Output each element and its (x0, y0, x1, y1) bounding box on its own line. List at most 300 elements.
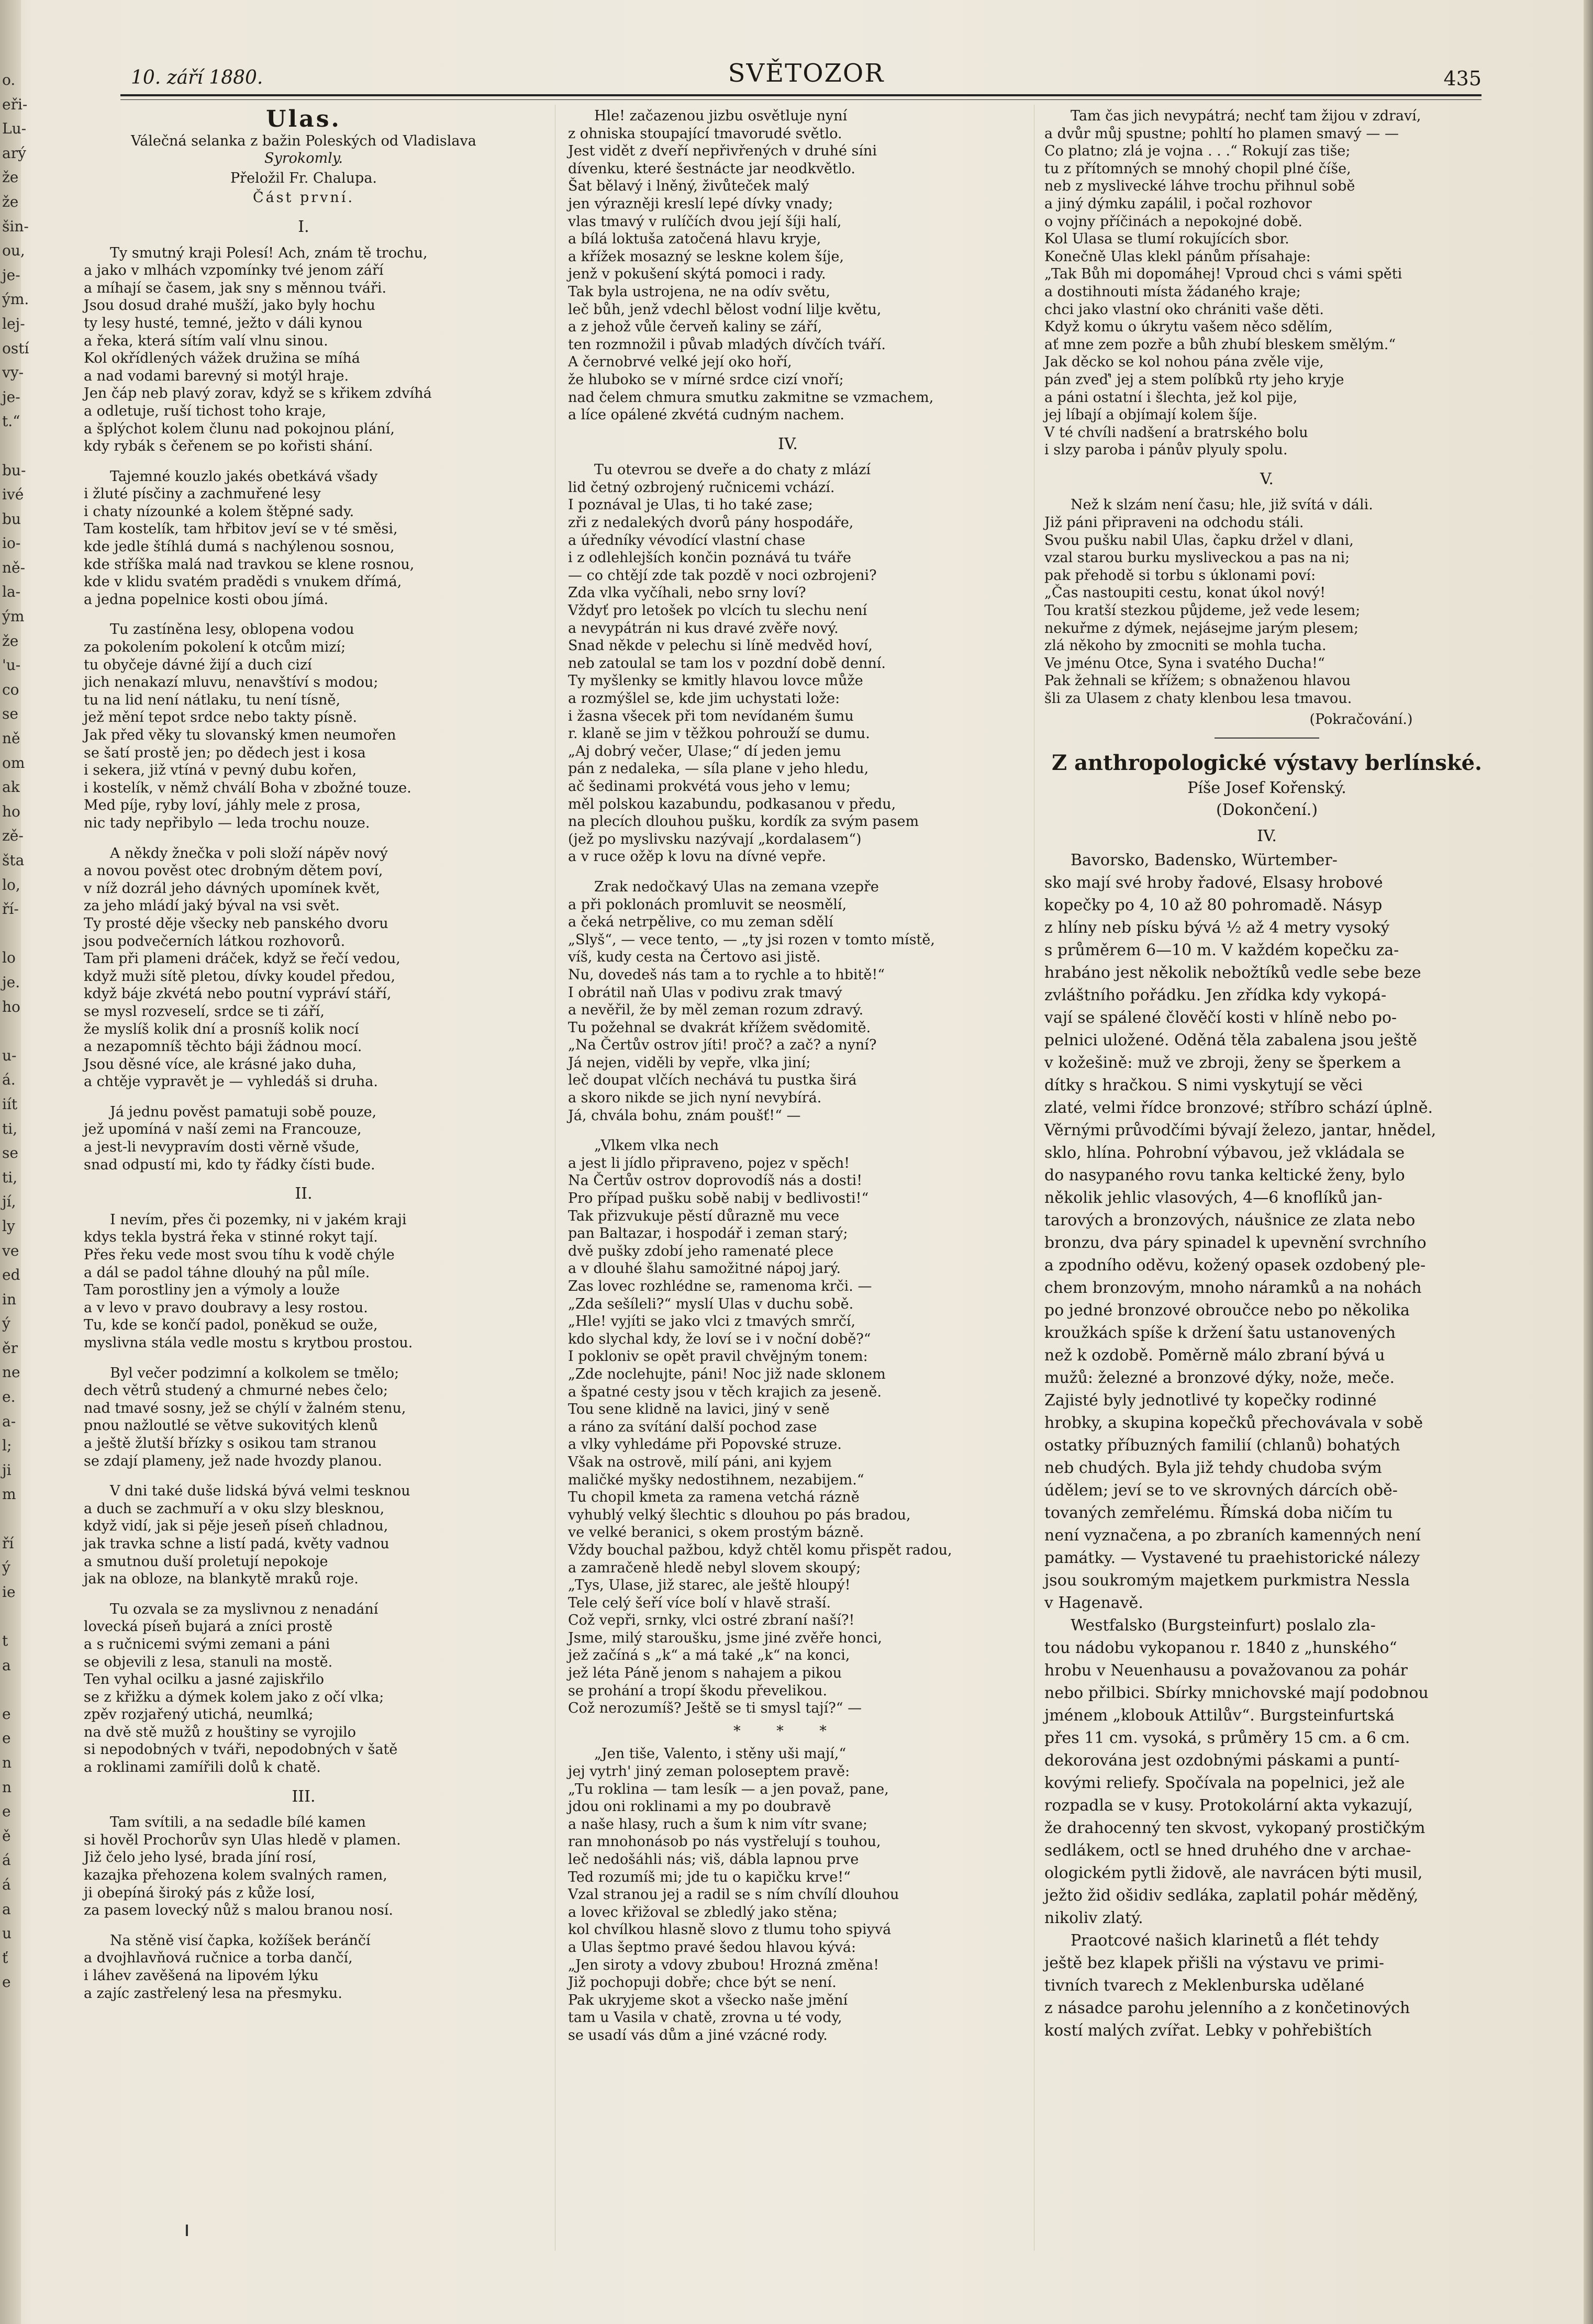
verse-line: se z křižku a dýmek kolem jako z očí vlka; (84, 1689, 384, 1705)
verse-line: Což nerozumíš? Ještě se ti smysl tají?“ — (568, 1700, 862, 1717)
margin-fragment: n (2, 1753, 12, 1771)
verse-line: Jsme, milý staroušku, jsme jiné zvěře honci, (568, 1629, 882, 1646)
verse-line: na dvě stě mužů z houštiny se vyrojilo (84, 1724, 357, 1740)
verse-line: „Hle! vyjíti se jako vlci z tmavých smrčí, (568, 1313, 856, 1330)
margin-fragment: ti, (2, 1120, 18, 1137)
verse-line: a z jehož vůle červeň kaliny se září, (568, 319, 822, 336)
page-number: 435 (1443, 67, 1481, 90)
article-section-numeral: IV. (1257, 826, 1277, 845)
margin-fragment: ým. (2, 290, 29, 308)
verse-line: kde jedle štíhlá dumá s nachýlenou sosnou, (84, 539, 395, 555)
verse-line: i kostelík, v němž chválí Boha v zbožné touze. (84, 779, 411, 796)
verse-line: Tu ozvala se za myslivnou z nenadání (110, 1601, 378, 1617)
article-line: zlaté, velmi řídce bronzové; stříbro schází úplně. (1044, 1099, 1433, 1118)
margin-fragment: m (2, 1485, 16, 1503)
verse-line: Ty myšlenky se kmitly hlavou lovce může (568, 673, 863, 689)
section-separator: * * * (733, 1723, 842, 1739)
margin-fragment: ji (2, 1461, 12, 1479)
poem-subtitle-line: Válečná selanka z bažin Poleských od Vladislava (131, 132, 476, 149)
verse-line: z ohniska stoupající tmavorudé světlo. (568, 125, 842, 142)
verse-line: a novou pověst otec drobným dětem poví, (84, 863, 383, 879)
verse-line: se usadí vás dům a jiné vzácné rody. (568, 2027, 828, 2043)
verse-line: a lovec křižoval se zbledlý jako stěna; (568, 1904, 838, 1920)
margin-fragment: lo, (2, 876, 20, 893)
verse-line: jenž v pokušení skýtá pomoci i rady. (568, 266, 826, 283)
verse-line: ve velké beranici, s okem prostým bázně. (568, 1524, 864, 1541)
margin-fragment: ivé (2, 486, 24, 504)
verse-line: měl polskou kazabundu, podkasanou v předu, (568, 796, 896, 812)
margin-fragment (2, 922, 35, 946)
margin-fragment: zě- (2, 827, 24, 845)
margin-fragment: e (2, 1705, 11, 1723)
verse-line: Snad někde v pelechu si líně medvěd hoví, (568, 638, 873, 654)
verse-line: I poznával je Ulas, ti ho také zase; (568, 497, 813, 513)
margin-fragment: ie (2, 1583, 16, 1601)
margin-fragment: e (2, 1803, 11, 1820)
verse-line: si nepodobných v tváři, nepodobných v šatě (84, 1741, 398, 1758)
article-line: tovaných zemřelému. Římská doba ničím tu (1044, 1504, 1393, 1523)
margin-fragment: ý (2, 1559, 10, 1577)
margin-fragment (2, 1678, 35, 1702)
verse-line: se prohání a tropí škodu převelikou. (568, 1682, 828, 1699)
verse-line: Tu, kde se končí padol, poněkud se ouže, (84, 1317, 378, 1334)
margin-fragment: ří- (2, 900, 19, 918)
verse-line: Když komu o úkrytu vašem něco sdělím, (1044, 319, 1333, 336)
verse-line: jdou oni roklinami a my po doubravě (568, 1798, 831, 1815)
article-concluded-note: (Dokončení.) (1216, 800, 1318, 819)
masthead: SVĚTOZOR (728, 59, 885, 88)
margin-fragment: vy- (2, 364, 24, 382)
stanza-gap (84, 1919, 523, 1932)
verse-line: ty lesy husté, temné, ježto v dáli kynou (84, 315, 363, 331)
verse-line: Pro případ pušku sobě nabij v bedlivosti!“ (568, 1190, 869, 1207)
article-line: tivních tvarech z Meklenburska udělané (1044, 1976, 1365, 1995)
verse-line: Tu chopil kmeta za ramena vetchá rázně (568, 1489, 860, 1506)
verse-line: Tak přizvukuje pěstí důrazně mu vece (568, 1208, 840, 1224)
article-line: kostí malých zvířat. Lebky v pohřebištích (1044, 2021, 1372, 2040)
column-1 (84, 107, 523, 2002)
article-line: ologickém pytli židově, ale navrácen býti musil, (1044, 1864, 1423, 1883)
verse-line: a zamračeně hledě nebyl slovem skoupý; (568, 1559, 861, 1576)
poem-body (568, 1745, 1008, 2044)
verse-line: jich nenakazí mluvu, nenavštíví s modou; (84, 674, 378, 691)
margin-fragment: bu- (2, 461, 26, 479)
verse-line: dech větrů studený a chmurné nebes čelo; (84, 1382, 388, 1399)
verse-line: Tam svítili, a na sedadle bílé kamen (110, 1814, 366, 1831)
previous-page-margin-text (2, 68, 35, 1991)
verse-line: když muži sítě pletou, dívky koudel předou, (84, 968, 396, 985)
margin-fragment: co (2, 680, 19, 698)
verse-line: „Vlkem vlka nech (594, 1137, 719, 1154)
verse-line: se mysl rozveselí, srdce se ti září, (84, 1003, 325, 1020)
verse-line: lovecká píseň bujará a zníci prostě (84, 1618, 333, 1635)
verse-line: jen výrazněji kreslí lepé dívky vnady; (568, 195, 833, 212)
verse-line: I pokloniv se opět pravil chvějným tonem: (568, 1348, 868, 1365)
article-line: neb chudých. Byla již tehdy chudoba svým (1044, 1459, 1382, 1478)
margin-fragment: a- (2, 1412, 16, 1430)
verse-line: Jak děcko se kol nohou pána zvěle vije, (1044, 354, 1324, 371)
verse-line: a úředníky vévodící vlastní chase (568, 532, 806, 549)
verse-line: Tam porostliny jen a výmoly a louže (84, 1282, 340, 1299)
verse-line: Vždy bouchal pažbou, když chtěl komu přispět radou, (568, 1541, 952, 1558)
margin-fragment: ěr (2, 1339, 18, 1357)
margin-fragment: že (2, 193, 19, 210)
verse-line: Vzal stranou jej a radil se s ním chvílí dlouhou (568, 1886, 899, 1903)
verse-line: Tak byla ustrojena, ne na odív světu, (568, 283, 831, 300)
verse-line: Svou pušku nabil Ulas, čapku držel v dlani, (1044, 532, 1354, 549)
verse-line: a dostihnouti místa žádaného kraje; (1044, 283, 1301, 300)
verse-line: Šat bělavý i lněný, živůteček malý (568, 178, 809, 195)
verse-line: nad tmavé sosny, jež se chýlí v žalném stenu, (84, 1400, 406, 1416)
verse-line: tam u Vasila v chatě, zrovna u té vody, (568, 2009, 842, 2026)
verse-line: a nevypátrán ni kus dravé zvěře nový. (568, 620, 839, 636)
article-line: několik jehlic vlasových, 4—6 knoflíků jan- (1044, 1189, 1383, 1208)
article-byline: Píše Josef Kořenský. (1187, 778, 1346, 797)
verse-line: Na stěně visí čapka, kožíšek beránčí (110, 1932, 371, 1949)
verse-line: a v levo v pravo doubravy a lesy rostou. (84, 1299, 368, 1316)
article-line: nikoliv zlatý. (1044, 1909, 1143, 1928)
verse-line: Jen čáp neb plavý zorav, když se s křikem zdvíhá (84, 385, 432, 402)
verse-line: se zdají plameny, jež nade hvozdy planou. (84, 1452, 382, 1469)
verse-line: jsou podvečerních látkou rozhovorů. (84, 933, 346, 949)
continued-note: (Pokračování.) (1309, 711, 1413, 728)
verse-line: i slzy paroba i pánův plyuly spolu. (1044, 442, 1288, 459)
verse-line: nekuřme z dýmek, nejásejme jarým plesem; (1044, 620, 1359, 636)
article-line: mužů: železné a bronzové dýky, nože, meče. (1044, 1369, 1395, 1388)
margin-fragment (2, 434, 35, 459)
verse-line: Již páni připraveni na odchodu stáli. (1044, 515, 1304, 531)
verse-line: „Jen tiše, Valento, i stěny uši mají,“ (594, 1746, 846, 1762)
verse-line: snad odpustí mi, kdo ty řádky čísti bude. (84, 1156, 375, 1173)
verse-line: lid četný ozbrojený ručnicemi vchází. (568, 479, 835, 496)
verse-line: myslivna stála vedle mostu s krytbou prostou. (84, 1335, 413, 1351)
verse-line: tu z přítomných se mnohý chopil plné číše, (1044, 160, 1351, 177)
margin-fragment: eři- (2, 95, 28, 113)
verse-line: a v ruce ožěp k lovu na dívné vepře. (568, 848, 827, 865)
verse-line: Co platno; zlá je vojna . . .“ Rokují zas tiše; (1044, 143, 1351, 160)
margin-fragment: jí, (2, 1193, 16, 1211)
verse-line: Jest vidět z dveří nepřivřených v druhé síni (568, 143, 877, 160)
verse-line: Ty smutný kraji Polesí! Ach, znám tě trochu, (110, 244, 428, 261)
verse-line: když báje zkvétá nebo poutní vypráví stáří, (84, 986, 392, 1002)
verse-line: Tele celý šeří více bolí v hlavě straší. (568, 1594, 831, 1611)
article-line: tou nádobu vykopanou r. 1840 z „hunského“ (1044, 1639, 1397, 1658)
margin-fragment: ým (2, 608, 25, 625)
verse-line: šli za Ulasem z chaty klenbou lesa tmavou. (1044, 690, 1352, 707)
margin-fragment: je- (2, 266, 20, 284)
article-line: údělem; jeví se to ve skrovných dárcích obě- (1044, 1481, 1398, 1500)
part-heading: Část první. (252, 189, 355, 206)
margin-fragment: arý (2, 144, 26, 162)
margin-fragment: t.“ (2, 412, 20, 430)
poem-body (1044, 496, 1489, 707)
verse-line: a vlky vyhledáme při Popovské struze. (568, 1436, 842, 1453)
article-line: a zpodního oděvu, kožený opasek ozdobený ple- (1044, 1256, 1426, 1275)
margin-fragment: ý (2, 1315, 10, 1333)
verse-line: Tu požehnal se dvakrát křížem svědomitě. (568, 1019, 871, 1036)
verse-line: pnou nažloutlé se větve sukovitých klenů (84, 1417, 378, 1434)
verse-line: Zrak nedočkavý Ulas na zemana vzepře (594, 878, 879, 895)
article-line: sedlákem, octl se hned druhého dne v archae- (1044, 1841, 1411, 1860)
margin-fragment: ostí (2, 339, 29, 357)
verse-line: pán zveď' jej a stem políbků rty jeho kryje (1044, 371, 1344, 388)
margin-fragment: ří (2, 1534, 14, 1552)
verse-line: se šatí prostě jen; po dědech jest i kosa (84, 744, 366, 761)
verse-line: „Zde noclehujte, páni! Noc již nade sklonem (568, 1366, 886, 1382)
stanza-gap (84, 1352, 523, 1365)
stanza-gap (84, 1091, 523, 1103)
poem-body (84, 218, 523, 2002)
verse-line: a šplýchot kolem člunu nad pokojnou plání, (84, 420, 395, 437)
verse-line: a naše hlasy, ruch a šum k nim vítr svane; (568, 1816, 867, 1833)
margin-fragment: o. (2, 71, 16, 88)
verse-line: a skoro nikde se jich nyní nevybírá. (568, 1090, 822, 1107)
verse-line: pan Baltazar, i hospodář i zeman starý; (568, 1225, 848, 1242)
verse-line: a nad vodami barevný si motýl hraje. (84, 367, 349, 384)
verse-line: a nezapomníš těchto báji žádnou mocí. (84, 1038, 362, 1055)
verse-line: ten rozmnožil i půvab mladých dívčích tváří. (568, 336, 886, 353)
verse-line: a bílá loktuša zatočená hlavu kryje, (568, 231, 821, 248)
verse-line: Hle! začazenou jizbu osvětluje nyní (594, 108, 848, 124)
verse-line: a ještě žlutší břízky s osikou tam stranou (84, 1435, 377, 1451)
verse-line: si hověl Prochorův syn Ulas hledě v plamen. (84, 1831, 401, 1848)
verse-line: Tam při plameni dráček, když se řečí vedou, (84, 951, 400, 967)
verse-line: za pasem lovecký nůž s malou branou nosí. (84, 1902, 393, 1919)
verse-line: a čeká netrpělive, co mu zeman sdělí (568, 914, 833, 931)
verse-line: ač šedinami prokvétá vous jeho v lemu; (568, 778, 851, 795)
verse-line: Pak ukryjeme skot a všecko naše jmění (568, 1992, 848, 2008)
article-line: kovými reliefy. Spočívala na popelnici, jež ale (1044, 1774, 1405, 1793)
verse-line: kazajka přehozena kolem svalných ramen, (84, 1867, 387, 1884)
verse-line: jak travka schne a listí padá, květy vadnou (84, 1535, 389, 1552)
verse-line: „Tu roklina — tam lesík — a jen považ, pane, (568, 1781, 889, 1797)
verse-line: a páni ostatní i šlechta, jež kol pije, (1044, 389, 1298, 406)
verse-line: jež začíná s „k“ a má také „k“ na konci, (568, 1647, 850, 1664)
verse-line: I obrátil naň Ulas v podivu zrak tmavý (568, 984, 842, 1001)
verse-line: „Zda sešíleli?“ myslí Ulas v duchu sobě. (568, 1295, 854, 1312)
section-numeral: V. (1260, 470, 1274, 488)
verse-line: zři z nedalekých dvorů pány hospodáře, (568, 515, 854, 531)
verse-line: V dni také duše lidská bývá velmi tesknou (110, 1483, 410, 1500)
verse-line: kde stříška malá nad travkou se klene rosnou, (84, 556, 415, 573)
verse-line: Tajemné kouzlo jakés obetkává všady (110, 468, 378, 485)
article-line: z hlíny neb písku bývá ½ až 4 metry vysoký (1044, 919, 1390, 937)
margin-fragment: je. (2, 973, 20, 991)
verse-line: Já nejen, viděli by vepře, vlka jiní; (568, 1054, 811, 1071)
margin-fragment: u- (2, 1046, 17, 1064)
verse-line: za pokolením pokolení k otcům mizí; (84, 639, 346, 656)
margin-fragment: že (2, 169, 19, 186)
article-line: Westfalsko (Burgsteinfurt) poslalo zla- (1071, 1616, 1376, 1635)
verse-line: a dvůr můj spustne; pohltí ho plamen smavý — — (1044, 125, 1399, 142)
article-line: přes 11 cm. vysoká, s průměry 15 cm. a 6 cm. (1044, 1729, 1410, 1748)
verse-line: a odletuje, ruší tichost toho kraje, (84, 403, 327, 419)
article-body (1044, 849, 1489, 2042)
verse-line: Jsou děsné více, ale krásné jako duha, (84, 1056, 357, 1072)
verse-line: jež upomíná v naší zemi na Francouze, (84, 1121, 362, 1138)
verse-line: Však na ostrově, milí páni, ani kyjem (568, 1454, 832, 1470)
margin-fragment: ve (2, 1242, 19, 1259)
margin-fragment: šin- (2, 217, 29, 235)
margin-fragment (2, 1507, 35, 1532)
verse-line: Což vepři, srnky, vlci ostré zbraní naší?! (568, 1612, 855, 1629)
article-line: že drahocenný ten skvost, vykopaný prostičkým (1044, 1819, 1425, 1838)
verse-line: Ve jménu Otce, Syna i svatého Ducha!“ (1044, 655, 1325, 672)
verse-line: vlas tmavý v rulíčích dvou její šíji halí, (568, 213, 842, 230)
verse-line: r. klaně se jim v těžkou pohrouží se dumu. (568, 725, 870, 742)
margin-fragment: in (2, 1290, 16, 1308)
stanza-gap (568, 1124, 1008, 1137)
verse-line: dvě pušky zdobí jeho ramenaté plece (568, 1243, 834, 1259)
verse-line: A někdy žnečka v poli složí nápěv nový (110, 845, 388, 862)
margin-fragment: lej- (2, 315, 25, 332)
article-line: ostatky příbuzných familií (chlanů) bohatých (1044, 1436, 1400, 1455)
verse-line: tu obyčeje dávné žijí a duch cizí (84, 656, 312, 673)
margin-fragment: ti, (2, 1168, 18, 1186)
article-line: hrobky, a skupina kopečků přechovávala v sobě (1044, 1414, 1423, 1433)
section-numeral: I. (298, 217, 309, 236)
verse-line: i z odlehlejších končin poznává tu tváře (568, 550, 851, 566)
verse-line: Tu zastíněna lesy, oblopena vodou (110, 621, 354, 638)
article-line: Věrnými průvodčími bývají železo, jantar, hnědel, (1044, 1121, 1436, 1140)
verse-line: a špatné cesty jsou v těch krajich za jeseně. (568, 1383, 882, 1400)
article-line: než k ozdobě. Poměrně málo zbraní bývá u (1044, 1346, 1385, 1365)
article-line: tarových a bronzových, náušnice ze zlata nebo (1044, 1211, 1416, 1230)
article-line: nebo přilbici. Sbírky mnichovské mají podobnou (1044, 1684, 1429, 1703)
verse-line: jež léta Páně jenom s nahajem a pikou (568, 1665, 842, 1682)
poem-subtitle-line: Syrokomly. (264, 150, 343, 167)
article-line: kroužkách spíše k držení šatu ustanovených (1044, 1324, 1396, 1343)
verse-line: A černobrvé velké její oko hoří, (568, 354, 792, 371)
column-3 (1044, 107, 1489, 2042)
margin-fragment: 'u- (2, 656, 21, 674)
verse-line: Zas lovec rozhlédne se, ramenoma krči. — (568, 1278, 872, 1294)
verse-line: a při poklonách promluvit se neosmělí, (568, 896, 847, 913)
stanza-gap (84, 1588, 523, 1601)
section-numeral: III. (292, 1787, 316, 1806)
verse-line: vyhublý velký šlechtic s dlouhou po pás bradou, (568, 1506, 911, 1523)
article-line: není vyznačena, a po zbraních kamenných není (1044, 1526, 1421, 1545)
margin-fragment (2, 1019, 35, 1044)
article-line: v kožešině: muž ve zbroji, ženy se šperkem a (1044, 1054, 1401, 1072)
verse-line: a líce opálené zkvétá cudným nachem. (568, 407, 844, 423)
verse-line: „Tys, Ulase, již starec, ale ještě hloupý! (568, 1577, 851, 1594)
verse-line: Zda vlka vyčíhali, nebo srny loví? (568, 585, 806, 601)
margin-fragment: je- (2, 388, 20, 406)
margin-fragment: l; (2, 1437, 12, 1455)
margin-fragment: iít (2, 1095, 18, 1113)
verse-line: Tou kratší stezkou půjdeme, jež vede lesem; (1044, 602, 1361, 619)
article-line: památky. — Vystavené tu praehistorické nálezy (1044, 1549, 1420, 1568)
verse-line: Ted rozumíš mi; jde tu o kapičku krve!“ (568, 1869, 851, 1885)
verse-line: vzal starou burku mysliveckou a pas na ni; (1044, 550, 1350, 566)
verse-line: Pak žehnali se křížem; s obnaženou hlavou (1044, 673, 1351, 689)
article-line: Bavorsko, Badensko, Würtember- (1071, 851, 1338, 870)
verse-line: Jsou dosud drahé mušží, jako byly hochu (84, 297, 375, 314)
verse-line: jak na obloze, na blankytě mraků roje. (84, 1571, 359, 1588)
verse-line: „Tak Bůh mi dopomáhej! Vproud chci s vámi spěti (1044, 266, 1402, 283)
verse-line: — co chtějí zde tak pozdě v noci ozbrojeni? (568, 567, 877, 584)
margin-fragment: ly (2, 1217, 15, 1235)
verse-line: „Slyš“, — vece tento, — „ty jsi rozen v tomto místě, (568, 931, 935, 948)
header-rule (120, 94, 1481, 100)
verse-line: jež mění tepot srdce nebo takty písně. (84, 709, 358, 726)
verse-line: a jako v mlhách vzpomínky tvé jenom září (84, 262, 384, 279)
article-line: v Hagenavě. (1044, 1594, 1143, 1613)
verse-line: jej líbají a objímají kolem šíje. (1044, 407, 1257, 423)
verse-line: že hluboko se v mírné srdce cizí vnoří; (568, 371, 844, 388)
margin-fragment: á. (2, 1071, 16, 1089)
verse-line: a zajíc zastřelený lesa na přesmyku. (84, 1985, 342, 2002)
verse-line: a rozmýšlel se, kde jim uchystati lože: (568, 690, 840, 707)
verse-line: a dál se padol táhne dlouhý na půl míle. (84, 1264, 370, 1281)
verse-line: i chaty nízounké a kolem štěpné sady. (84, 503, 354, 520)
verse-line: „Čas nastoupiti cestu, konat úkol nový! (1044, 585, 1326, 601)
article-separator-rule (1215, 738, 1319, 739)
page-edge-shadow (1584, 0, 1593, 2324)
margin-fragment: Lu- (2, 120, 27, 138)
verse-line: Ty prosté děje všecky neb panského dvoru (84, 915, 388, 932)
verse-line: Již čelo jeho lysé, brada jíní rosí, (84, 1849, 317, 1866)
verse-line: za jeho mládí jaký býval na vsi svět. (84, 898, 340, 914)
stanza-gap (84, 455, 523, 468)
article-line: dekorována jest ozdobnými páskami a puntí- (1044, 1751, 1400, 1770)
verse-line: a v dlouhé šlahu samožitné nápoj jarý. (568, 1260, 841, 1277)
verse-line: kdo slychal kdy, že loví se i v noční době?“ (568, 1331, 871, 1347)
verse-line: se objevili z lesa, stanuli na mostě. (84, 1653, 333, 1670)
verse-line: a řeka, která sítím valí vlnu sinou. (84, 332, 328, 349)
verse-line: a nevěřil, že by měl zeman rozum zdravý. (568, 1002, 864, 1019)
verse-line: dívenku, které šestnácte jar neodkvětlo. (568, 160, 855, 177)
column-2 (568, 107, 1008, 2044)
margin-fragment: e (2, 1973, 11, 1991)
ink-mark (186, 2225, 188, 2236)
verse-line: Kol okřídlených vážek družina se míhá (84, 350, 360, 367)
poem-body (568, 461, 1008, 1717)
article-line: jsou soukromým majetkem purkmistra Nessla (1044, 1571, 1410, 1590)
verse-line: o vojny příčinách a nepokojné době. (1044, 213, 1303, 230)
verse-line: tu na lid není nátlaku, tu není tísně, (84, 691, 341, 708)
margin-fragment: ed (2, 1266, 20, 1284)
verse-line: a s ručnicemi svými zemani a páni (84, 1636, 330, 1652)
article-line: po jedné bronzové obroučce nebo po několika (1044, 1301, 1410, 1320)
margin-fragment: n (2, 1778, 12, 1796)
verse-line: nic tady nepřibylo — leda trochu nouze. (84, 814, 370, 831)
margin-fragment: io- (2, 534, 21, 552)
section-numeral: IV. (778, 434, 798, 453)
verse-line: Již pochopuji dobře; chce být se není. (568, 1974, 837, 1991)
article-line: vají se spálené člověčí kosti v hlíně nebo po- (1044, 1009, 1397, 1027)
verse-line: a jest-li nevypravím dosti věrně všude, (84, 1139, 360, 1156)
margin-fragment: se (2, 705, 18, 723)
margin-fragment: u (2, 1925, 12, 1942)
translator-line: Přeložil Fr. Chalupa. (230, 170, 377, 186)
verse-line: Nu, dovedeš nás tam a to rychle a to hbitě!“ (568, 966, 885, 983)
margin-fragment: e (2, 1729, 11, 1747)
verse-line: zpěv rozjařený utichá, neumlká; (84, 1706, 314, 1723)
verse-line: v níž dozrál jeho dávných upomínek květ, (84, 880, 381, 897)
verse-line: „Jen siroty a vdovy zbubou! Hrozná změna! (568, 1957, 879, 1973)
verse-line: pán z nedaleka, — síla plane v jeho hledu, (568, 761, 869, 777)
margin-fragment: ak (2, 778, 20, 796)
verse-line: maličké myšky nedostihnem, nezabijem.“ (568, 1471, 864, 1488)
verse-line: Med píje, ryby loví, jáhly mele z prosa, (84, 797, 361, 814)
article-line: pelnici uložené. Oděná těla zabalena jsou ještě (1044, 1031, 1417, 1050)
margin-fragment: e. (2, 1388, 16, 1406)
article-line: Praotcové našich klarinetů a flét tehdy (1071, 1931, 1379, 1950)
margin-fragment (2, 1604, 35, 1629)
section-numeral: II. (295, 1185, 313, 1203)
